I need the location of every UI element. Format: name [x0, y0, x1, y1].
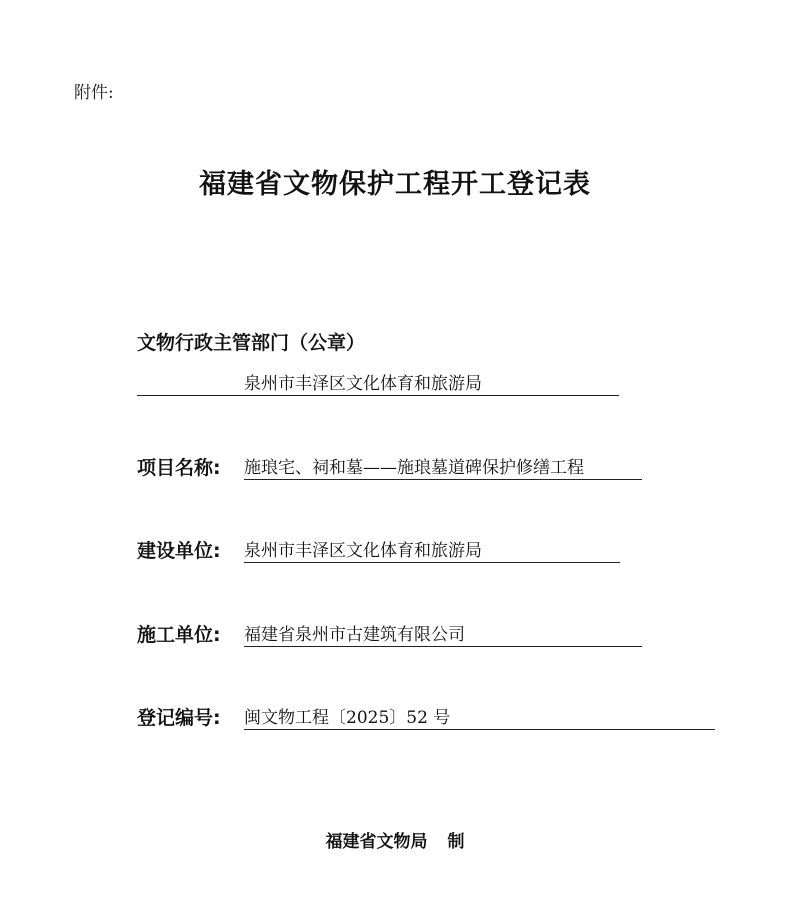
- project-name-label: 项目名称:: [137, 457, 221, 479]
- registration-number-value: 闽文物工程〔2025〕52 号: [244, 703, 715, 730]
- issuer-name: 福建省文物局: [325, 832, 428, 852]
- authority-field: [137, 369, 619, 396]
- attachment-label: 附件:: [74, 83, 114, 103]
- builder-label: 建设单位:: [137, 540, 221, 562]
- footer-issuer: [0, 827, 790, 852]
- contractor-value: 福建省泉州市古建筑有限公司: [244, 620, 642, 647]
- authority-value: 泉州市丰泽区文化体育和旅游局: [244, 374, 482, 394]
- issuer-suffix: 制: [447, 832, 465, 852]
- contractor-label: 施工单位:: [137, 624, 221, 646]
- form-title: 福建省文物保护工程开工登记表: [199, 169, 591, 200]
- authority-label: 文物行政主管部门（公章）: [137, 332, 366, 354]
- registration-number-label: 登记编号:: [137, 707, 221, 729]
- builder-value: 泉州市丰泽区文化体育和旅游局: [244, 536, 620, 563]
- project-name-value: 施琅宅、祠和墓——施琅墓道碑保护修缮工程: [244, 453, 642, 480]
